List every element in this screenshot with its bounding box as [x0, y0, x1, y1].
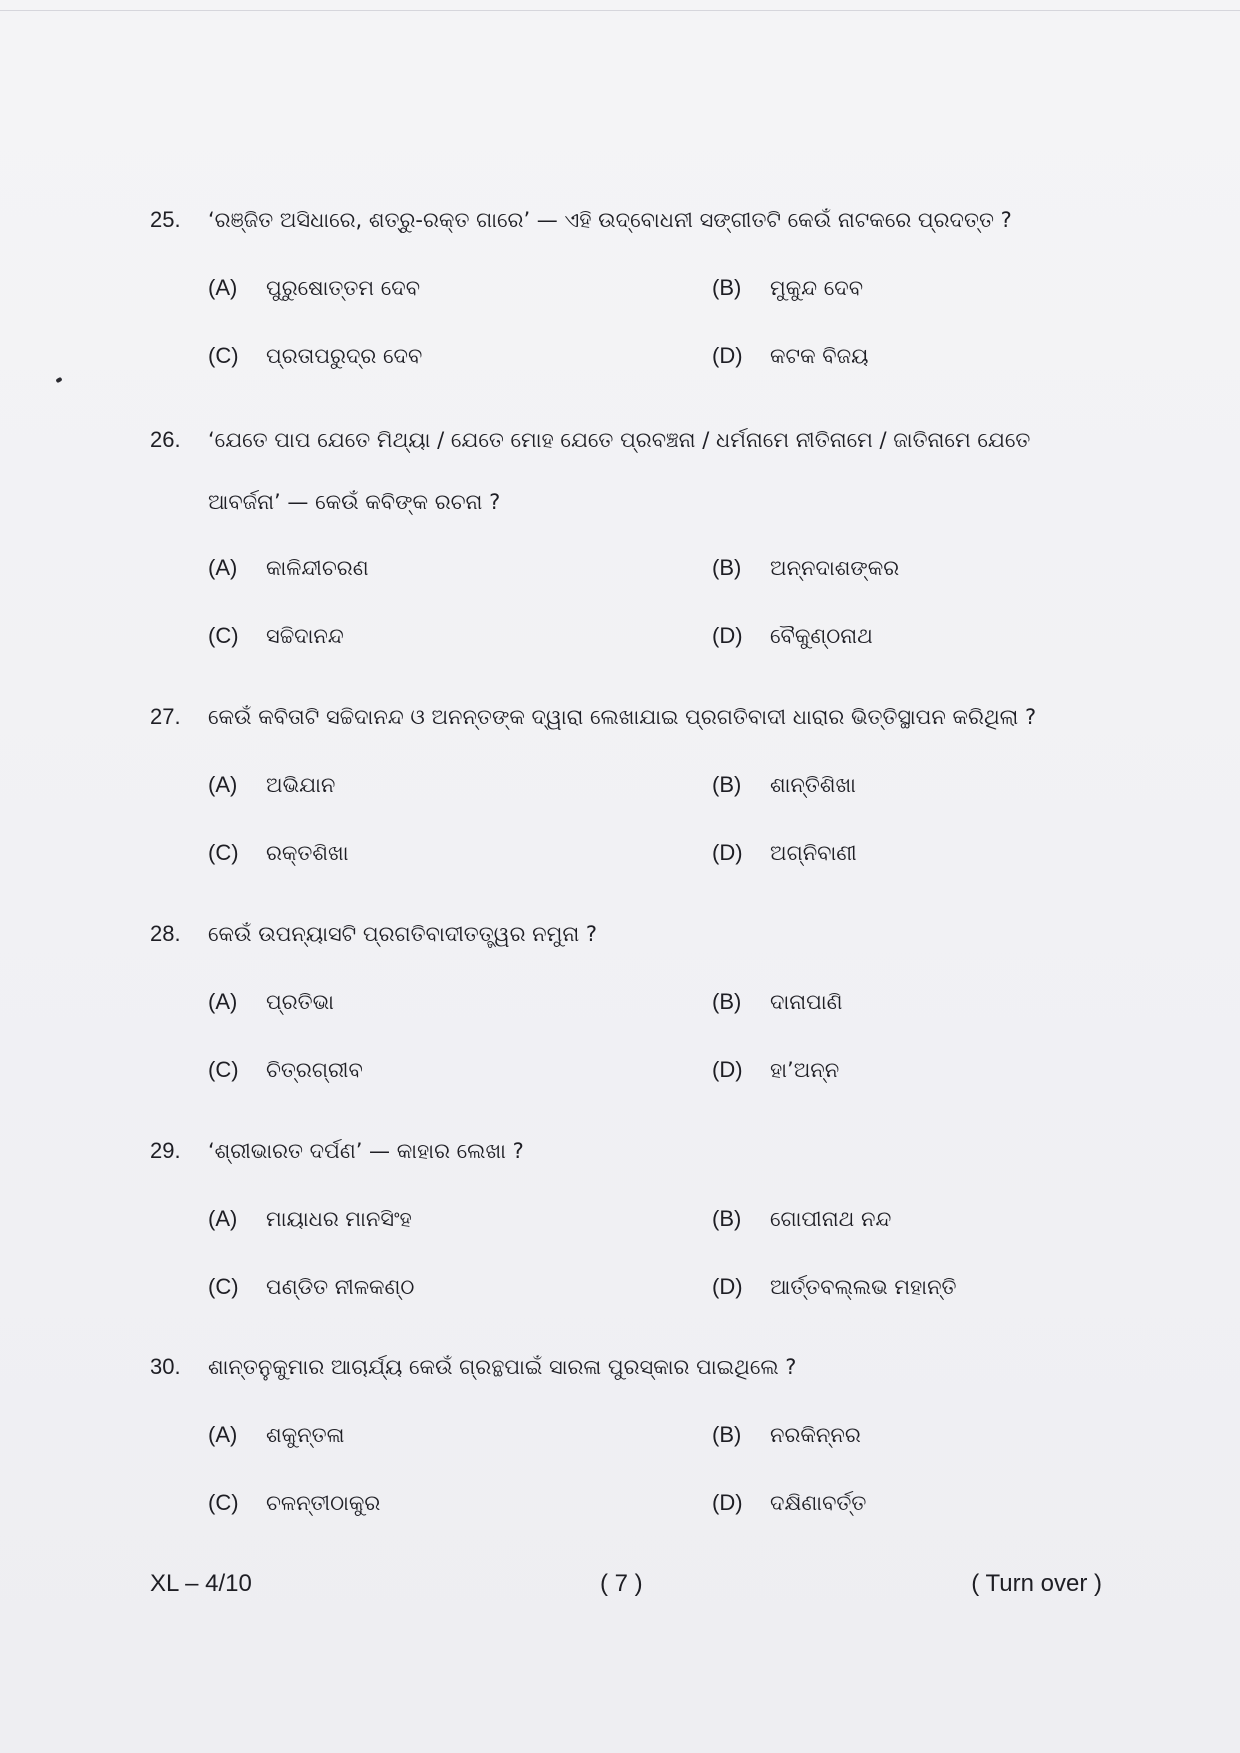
option-d: [712, 341, 868, 371]
option-text: ବୈକୁଣ୍ଠନାଥ: [770, 624, 873, 648]
option-a: [208, 553, 369, 583]
option-letter: (C): [208, 343, 239, 368]
option-text: ପଣ୍ଡିତ ନୀଳକଣ୍ଠ: [266, 1275, 415, 1299]
option-b: [712, 987, 843, 1017]
option-letter: (B): [712, 989, 742, 1014]
question-number: 29.: [150, 1138, 181, 1163]
option-text: ଚିତ୍ରଗ୍ରୀବ: [266, 1058, 363, 1082]
option-text: ଦକ୍ଷିଣାବର୍ତ୍ତ: [770, 1491, 867, 1515]
option-letter: (D): [712, 1490, 743, 1515]
option-text: ଚଳନ୍ତୀଠାକୁର: [266, 1491, 381, 1515]
question-text: ଶାନ୍ତନୁକୁମାର ଆଚାର୍ଯ୍ୟ କେଉଁ ଗ୍ରନ୍ଥପାଇଁ ସାରଳା ପୁରସ୍କାର ପାଇଥିଲେ ?: [208, 1355, 797, 1379]
question-text-continued: ଆବର୍ଜନା’ — କେଉଁ କବିଙ୍କ ରଚନା ?: [208, 490, 501, 514]
option-letter: (A): [208, 772, 238, 797]
question-number: 30.: [150, 1354, 181, 1379]
option-letter: (C): [208, 623, 239, 648]
question-line: [150, 205, 1012, 235]
question-number: 26.: [150, 427, 181, 452]
option-b: [712, 553, 899, 583]
option-text: ଆର୍ତ୍ତବଲ୍ଲଭ ମହାନ୍ତି: [770, 1275, 957, 1299]
option-b: [712, 273, 863, 303]
option-text: ଦାନାପାଣି: [770, 990, 843, 1014]
option-text: ଶକୁନ୍ତଳା: [266, 1423, 345, 1447]
option-letter: (D): [712, 840, 743, 865]
option-c: [208, 1055, 363, 1085]
question-line: [150, 919, 597, 949]
option-d: [712, 838, 857, 868]
question-text: ‘ଯେତେ ପାପ ଯେତେ ମିଥ୍ୟା / ଯେତେ ମୋହ ଯେତେ ପ୍ରବଞ୍ଚନା / ଧର୍ମନାମେ ନୀତିନାମେ / ଜାତିନାମେ ଯେତେ: [208, 428, 1031, 452]
option-letter: (B): [712, 1422, 742, 1447]
option-c: [208, 341, 422, 371]
option-letter: (B): [712, 772, 742, 797]
option-text: ଶାନ୍ତିଶିଖା: [770, 773, 856, 797]
option-letter: (B): [712, 1206, 742, 1231]
option-letter: (A): [208, 555, 238, 580]
option-text: ରକ୍ତଶିଖା: [266, 841, 349, 865]
option-text: କାଳିନ୍ଦୀଚରଣ: [266, 556, 369, 580]
option-text: ଅଗ୍ନିବାଣୀ: [770, 841, 857, 865]
option-text: ହା’ଅନ୍ନ: [770, 1058, 840, 1082]
question-text: କେଉଁ ଉପନ୍ୟାସଟି ପ୍ରଗତିବାଦୀତତ୍ତ୍ୱର ନମୁନା ?: [208, 922, 598, 946]
option-letter: (A): [208, 275, 238, 300]
scan-speck: [55, 377, 62, 383]
option-a: [208, 273, 420, 303]
question-line: [150, 425, 1030, 455]
option-a: [208, 770, 335, 800]
option-d: [712, 1055, 839, 1085]
option-letter: (D): [712, 623, 743, 648]
option-b: [712, 1420, 861, 1450]
option-text: ନରକିନ୍ନର: [770, 1423, 861, 1447]
question-line: [150, 1352, 796, 1382]
option-a: [208, 1204, 412, 1234]
turn-over-note: ( Turn over ): [971, 1570, 1102, 1597]
question-number: 25.: [150, 207, 181, 232]
option-letter: (B): [712, 555, 742, 580]
option-text: ମୁକୁନ୍ଦ ଦେବ: [770, 276, 864, 300]
option-text: ମାୟାଧର ମାନସିଂହ: [266, 1207, 412, 1231]
option-b: [712, 1204, 891, 1234]
question-line: [150, 702, 1036, 732]
option-b: [712, 770, 856, 800]
option-d: [712, 1272, 957, 1302]
option-c: [208, 1488, 380, 1518]
question-text: ‘ଶ୍ରୀଭାରତ ଦର୍ପଣ’ — କାହାର ଲେଖା ?: [208, 1139, 524, 1163]
option-letter: (A): [208, 1422, 238, 1447]
option-d: [712, 621, 873, 651]
option-text: କଟକ ବିଜୟ: [770, 344, 869, 368]
option-letter: (C): [208, 840, 239, 865]
question-number: 28.: [150, 921, 181, 946]
question-text: ‘ରଞ୍ଜିତ ଅସିଧାରେ, ଶତ୍ରୁ-ରକ୍ତ ଗାରେ’ — ଏହି ଉଦ୍‌ବୋଧନୀ ସଙ୍ଗୀତଟି କେଉଁ ନାଟକରେ ପ୍ରଦତ୍ତ ?: [208, 208, 1012, 232]
option-letter: (A): [208, 1206, 238, 1231]
option-letter: (C): [208, 1057, 239, 1082]
option-text: ପ୍ରତାପରୁଦ୍ର ଦେବ: [266, 344, 423, 368]
option-letter: (B): [712, 275, 742, 300]
option-text: ଅଭିଯାନ: [266, 773, 336, 797]
option-c: [208, 1272, 414, 1302]
page-top-edge: [0, 10, 1240, 11]
option-c: [208, 838, 349, 868]
page-number: ( 7 ): [600, 1570, 643, 1597]
option-text: ଅନ୍ନଦାଶଙ୍କର: [770, 556, 900, 580]
question-text: କେଉଁ କବିତାଟି ସଚ୍ଚିଦାନନ୍ଦ ଓ ଅନନ୍ତଙ୍କ ଦ୍ୱାରା ଲେଖାଯାଇ ପ୍ରଗତିବାଦୀ ଧାରାର ଭିତ୍ତିସ୍ଥାପନ କରିଥିଲା ?: [208, 705, 1037, 729]
option-a: [208, 1420, 344, 1450]
booklet-code: XL – 4/10: [150, 1570, 252, 1597]
option-text: ପ୍ରତିଭା: [266, 990, 334, 1014]
option-letter: (D): [712, 1057, 743, 1082]
option-letter: (D): [712, 1274, 743, 1299]
option-letter: (C): [208, 1274, 239, 1299]
option-d: [712, 1488, 866, 1518]
option-c: [208, 621, 344, 651]
option-letter: (C): [208, 1490, 239, 1515]
option-text: ସଚ୍ଚିଦାନନ୍ଦ: [266, 624, 344, 648]
question-number: 27.: [150, 704, 181, 729]
option-letter: (A): [208, 989, 238, 1014]
option-text: ପୁରୁଷୋତ୍ତମ ଦେବ: [266, 276, 421, 300]
option-text: ଗୋପୀନାଥ ନନ୍ଦ: [770, 1207, 892, 1231]
option-letter: (D): [712, 343, 743, 368]
question-line: [150, 1136, 524, 1166]
page-footer: [0, 1570, 1240, 1602]
option-a: [208, 987, 334, 1017]
